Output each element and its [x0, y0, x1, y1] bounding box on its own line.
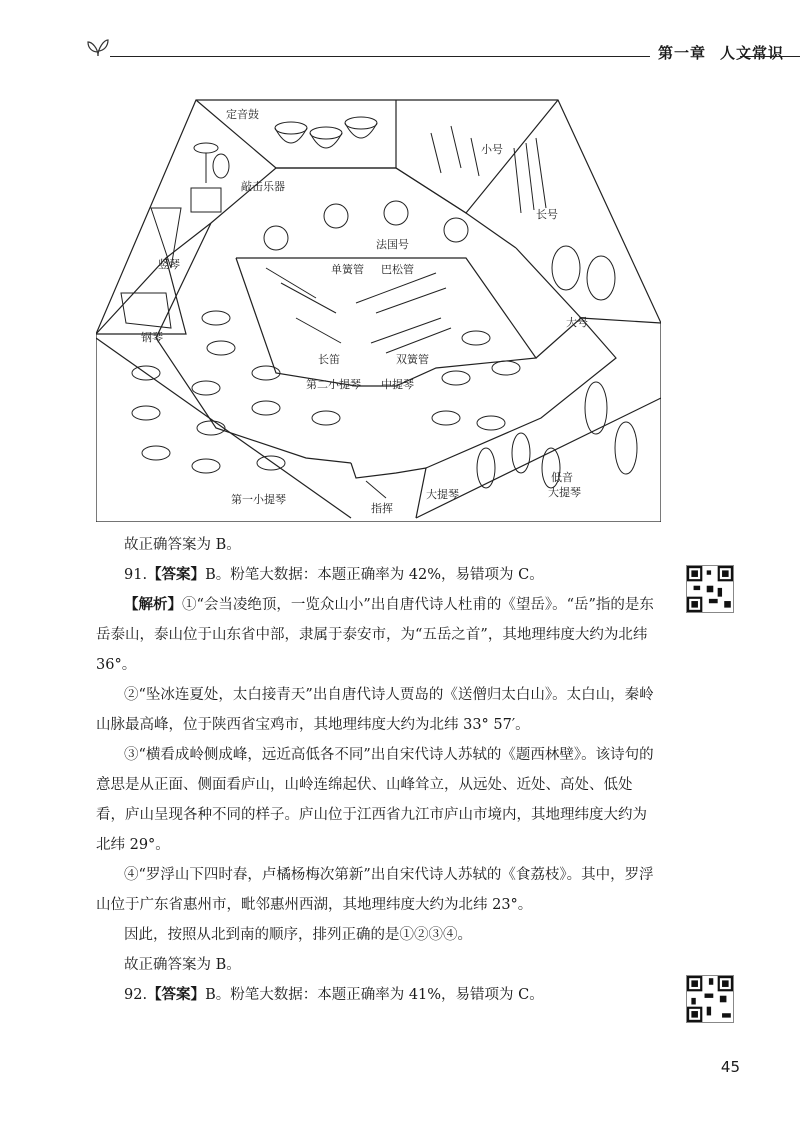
analysis-tag: 【解析】 [124, 596, 182, 613]
label-horn: 法国号 [376, 238, 409, 251]
label-viola: 中提琴 [381, 378, 414, 391]
trumpets [431, 126, 479, 176]
label-harp: 竖琴 [158, 258, 180, 271]
header-rule-right [740, 56, 800, 57]
analysis-paragraph-3: ③“横看成岭侧成峰，远近高低各不同”出自宋代诗人苏轼的《题西林壁》。该诗句的意思是从正面、侧面看庐山，山岭连绵起伏、山峰耸立，从远处、近处、高处、低处看，庐山呈现各种不同的样子。庐山位于江西省九江市庐山市境内，其地理纬度大约为北纬 29°。 [96, 747, 654, 853]
label-conductor: 指挥 [371, 502, 393, 515]
label-oboe: 单簧管 [331, 263, 364, 276]
french-horns [264, 201, 468, 250]
label-second-violin: 第二小提琴 [306, 378, 361, 391]
violins-left [132, 311, 340, 473]
answer-line-91: 故正确答案为 B。 [124, 957, 241, 973]
woodwinds [266, 268, 451, 353]
label-double-bass-2: 大提琴 [548, 486, 581, 499]
label-timpani: 定音鼓 [226, 108, 259, 121]
qr-pattern-92 [687, 976, 733, 1022]
trombones [514, 138, 546, 213]
label-flute: 长笛 [318, 353, 340, 366]
answer-tag-92: 【答案】 [147, 986, 206, 1003]
orchestra-svg [96, 98, 661, 522]
chapter-title [658, 42, 784, 63]
label-tuba: 大号 [566, 316, 588, 329]
analysis-text-1: ①“会当凌绝顶，一览众山小”出自唐代诗人杜甫的《望岳》。“岳”指的是东岳泰山，泰山位于山东省中部，隶属于泰安市，为“五岳之首”，其地理纬度大约为北纬 36°。 [96, 597, 654, 673]
analysis-paragraph-1 [96, 590, 660, 680]
analysis-paragraph-2: ②“坠冰连夏处，太白接青天”出自唐代诗人贾岛的《送僧归太白山》。太白山，秦岭山脉最高峰，位于陕西省宝鸡市，其地理纬度大约为北纬 33° 57′。 [96, 687, 654, 733]
label-trombone: 长号 [536, 208, 558, 221]
answer-line-90: 故正确答案为 B。 [124, 537, 241, 553]
chapter-section: 人文常识 [720, 44, 785, 62]
label-trumpet: 小号 [481, 143, 503, 156]
page-number: 45 [720, 1058, 740, 1076]
label-double-bass-1: 低音 [551, 471, 573, 484]
label-percussion: 敲击乐器 [241, 180, 285, 193]
first-violin-region [96, 338, 351, 518]
tuba-region [516, 248, 661, 323]
answer-tag: 【答案】 [147, 566, 206, 583]
harp-region [96, 223, 211, 334]
qr-code-icon[interactable] [686, 975, 734, 1023]
conductor-baton [366, 481, 386, 498]
outer-boundary [96, 100, 661, 522]
orchestra-diagram [96, 98, 661, 522]
question-91-answer [96, 560, 660, 590]
analysis-conclusion: 因此，按照从北到南的顺序，排列正确的是①②③④。 [124, 927, 472, 943]
chapter-number: 第一章 [658, 44, 707, 62]
question-92-answer [96, 980, 660, 1010]
violas-right [432, 331, 520, 430]
page-header [60, 36, 785, 66]
label-first-violin: 第一小提琴 [231, 493, 286, 506]
label-bassoon: 巴松管 [381, 263, 414, 276]
qr-code-icon[interactable] [686, 565, 734, 613]
label-clarinet: 双簧管 [396, 353, 429, 366]
question-91-number: 91. [124, 567, 148, 583]
question-91-answer-text: B。粉笔大数据：本题正确率为 42%，易错项为 C。 [205, 567, 544, 583]
brass-right-region [396, 100, 558, 213]
analysis-paragraph-4: ④“罗浮山下四时春，卢橘杨梅次第新”出自宋代诗人苏轼的《食荔枝》。其中，罗浮山位于广东省惠州市，毗邻惠州西湖，其地理纬度大约为北纬 23°。 [96, 867, 654, 913]
answer-body [96, 530, 660, 1010]
question-92-number: 92. [124, 987, 148, 1003]
label-piano: 钢琴 [141, 331, 163, 344]
header-rule [110, 56, 650, 57]
percussion-instruments [191, 143, 229, 212]
timpani-drums [275, 117, 377, 148]
label-cello: 大提琴 [426, 488, 459, 501]
tubas [552, 246, 615, 300]
leaf-icon [86, 36, 110, 58]
strings-left-region [156, 223, 351, 463]
qr-pattern-91 [687, 566, 733, 612]
question-92-answer-text: B。粉笔大数据：本题正确率为 41%，易错项为 C。 [205, 987, 544, 1003]
